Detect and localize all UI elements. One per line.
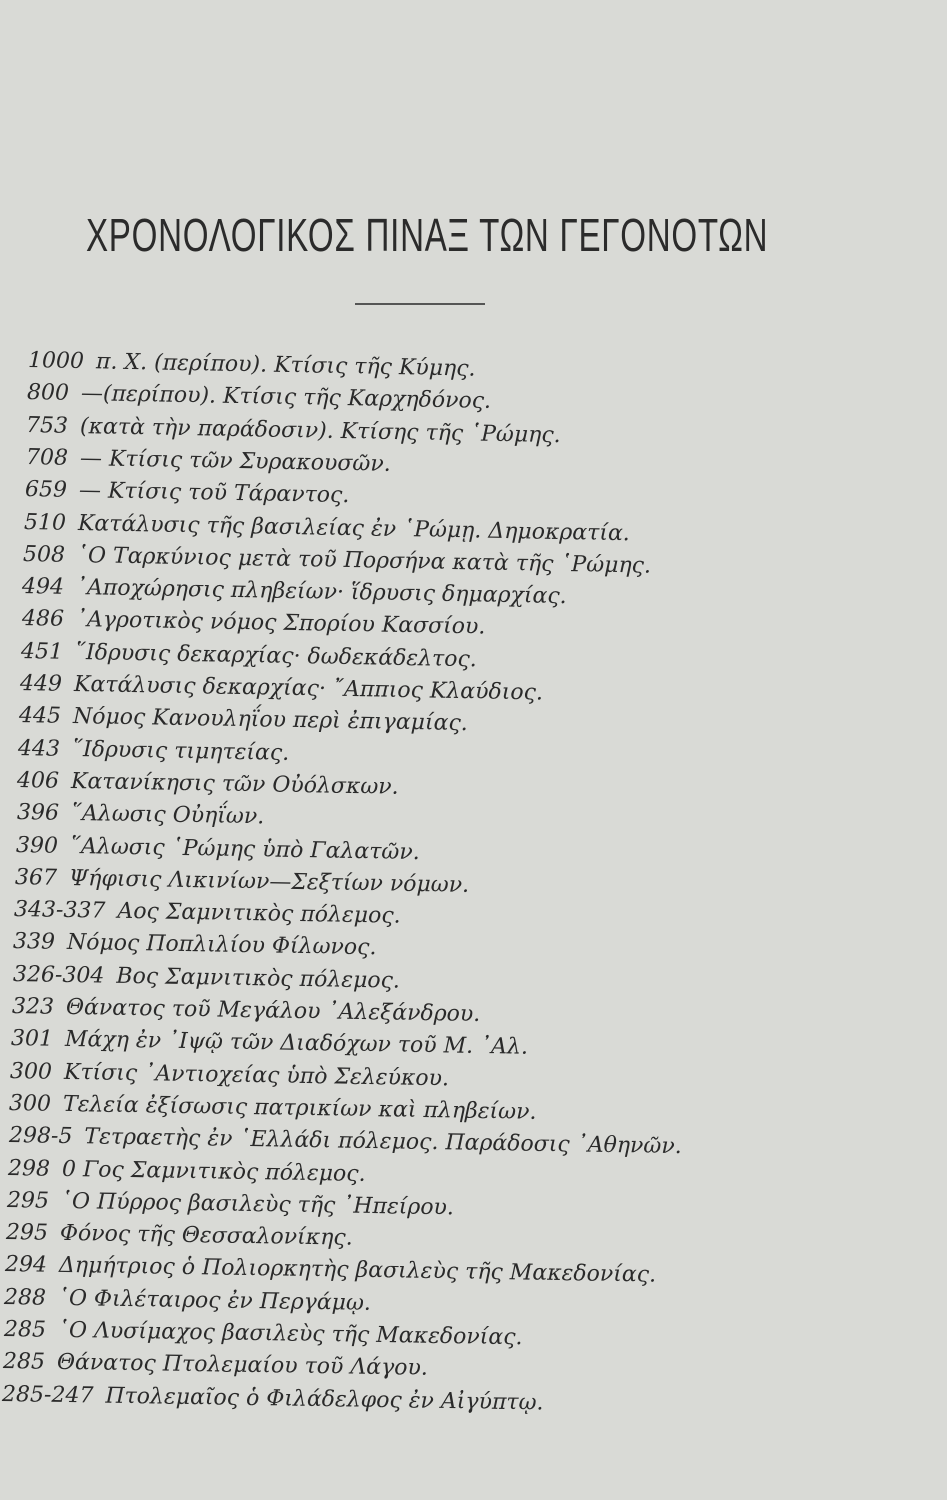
list-item bbox=[2, 1380, 544, 1419]
entry-year: 285-247 bbox=[1, 1381, 94, 1409]
list-item bbox=[27, 378, 492, 417]
entry-year: 486 bbox=[21, 606, 64, 633]
entry-year: 298-5 bbox=[8, 1123, 73, 1150]
entry-text: Δημήτριος ὁ Πολιορκητὴς βασιλεὺς τῆς Μακεδονίας. bbox=[59, 1253, 657, 1288]
entry-text: Νόμος Ποπλιλίου Φίλωνος. bbox=[67, 930, 378, 961]
entry-text: Κατανίκησις τῶν Οὐόλσκων. bbox=[71, 768, 400, 800]
entry-text: Νόμος Κανουληΐου περὶ ἐπιγαμίας. bbox=[72, 704, 469, 737]
entry-year: 339 bbox=[13, 929, 56, 956]
entry-year: 494 bbox=[22, 574, 65, 600]
entry-year: 301 bbox=[10, 1026, 54, 1053]
entry-text: ῞Αλωσις ῾Ρώμης ὑπὸ Γαλατῶν. bbox=[69, 833, 420, 865]
entry-year: 300 bbox=[9, 1058, 53, 1085]
list-item bbox=[4, 1283, 371, 1319]
entry-year: 443 bbox=[18, 735, 61, 762]
entry-year: 295 bbox=[6, 1187, 50, 1214]
list-item bbox=[25, 443, 390, 480]
entry-text: Ψήφισις Λικινίων—Σεξτίων νόμων. bbox=[68, 865, 470, 898]
entry-year: 288 bbox=[4, 1284, 47, 1311]
list-item bbox=[20, 637, 476, 675]
list-item bbox=[10, 1057, 449, 1094]
list-item bbox=[12, 960, 399, 997]
entry-year: 800 bbox=[26, 380, 70, 407]
page-title: ΧΡΟΝΟΛΟΓΙΚΟΣ ΠΙΝΑΞ ΤΩΝ ΓΕΓΟΝΟΤΩΝ bbox=[86, 209, 769, 261]
entry-text: — Κτίσις τοῦ Τάραντος. bbox=[78, 478, 350, 509]
entry-year: 508 bbox=[22, 541, 66, 568]
entry-text: ῞Ιδρυσις δεκαρχίας· δωδεκάδελτος. bbox=[74, 639, 477, 672]
entry-text: 0 Γος Σαμνιτικὸς πόλεμος. bbox=[61, 1156, 366, 1187]
entry-year: 753 bbox=[26, 412, 69, 439]
entry-text: ᾿Αποχώρησις πληβείων· ἵδρυσις δημαρχίας. bbox=[76, 575, 568, 610]
entry-year: 285 bbox=[2, 1349, 46, 1375]
entry-text: ῞Αλωσις Οὐηΐων. bbox=[70, 801, 265, 830]
entry-text: Τετραετὴς ἐν ῾Ελλάδι πόλεμος. Παράδοσις ᾿Αθηνῶν. bbox=[83, 1124, 682, 1160]
entry-year: 323 bbox=[11, 994, 54, 1020]
list-item bbox=[16, 831, 420, 868]
entry-text: ῾Ο Φιλέταιρος ἐν Περγάμῳ. bbox=[58, 1285, 372, 1316]
list-item bbox=[14, 895, 401, 932]
entry-text: (κατὰ τὴν παράδοσιν). Κτίσης τῆς ῾Ρώμης. bbox=[80, 413, 562, 448]
entry-year: 298 bbox=[7, 1155, 50, 1182]
list-item bbox=[19, 701, 468, 739]
entry-year: 367 bbox=[14, 864, 58, 891]
entry-text: — Κτίσις τῶν Συρακουσῶν. bbox=[79, 445, 391, 477]
entry-text: Κατάλυσις δεκαρχίας· ῎Αππιος Κλαύδιος. bbox=[73, 671, 544, 706]
list-item bbox=[15, 863, 470, 901]
entry-year: 390 bbox=[15, 832, 59, 859]
entry-year: 1000 bbox=[27, 348, 85, 375]
entry-text: π. Χ. (περίπου). Κτίσις τῆς Κύμης. bbox=[95, 349, 476, 382]
entry-year: 451 bbox=[20, 638, 63, 665]
entry-text: Θάνατος Πτολεμαίου τοῦ Λάγου. bbox=[56, 1350, 428, 1382]
entry-text: Θάνατος τοῦ Μεγάλου ᾿Αλεξάνδρου. bbox=[65, 994, 481, 1028]
entry-text: —(περίπου). Κτίσις τῆς Καρχηδόνος. bbox=[80, 381, 492, 415]
entry-text: Τελεία ἐξίσωσις πατρικίων καὶ πληβείων. bbox=[63, 1091, 537, 1125]
entry-text: ᾿Αγροτικὸς νόμος Σπορίου Κασσίου. bbox=[75, 607, 486, 640]
entry-text: ῾Ο Πύρρος βασιλεὺς τῆς ᾿Ηπείρου. bbox=[60, 1188, 454, 1221]
list-item bbox=[16, 798, 264, 832]
entry-year: 326-304 bbox=[12, 961, 105, 989]
entry-text: ῞Ιδρυσις τιμητείας. bbox=[72, 736, 290, 766]
entry-year: 445 bbox=[18, 703, 62, 730]
list-item bbox=[7, 1154, 365, 1190]
list-item bbox=[6, 1218, 353, 1254]
title-divider bbox=[355, 303, 485, 305]
entry-text: ῾Ο Ταρκύνιος μετὰ τοῦ Πορσήνα κατὰ τῆς ῾Ρώμης. bbox=[76, 542, 652, 579]
entry-year: 294 bbox=[5, 1252, 48, 1279]
entry-year: 396 bbox=[16, 800, 59, 826]
entry-year: 295 bbox=[5, 1220, 49, 1246]
entry-year: 659 bbox=[24, 477, 67, 503]
entry-text: Κτίσις ᾿Αντιοχείας ὑπὸ Σελεύκου. bbox=[63, 1059, 450, 1091]
entry-year: 708 bbox=[25, 444, 68, 471]
entry-text: Φόνος τῆς Θεσσαλονίκης. bbox=[59, 1220, 353, 1251]
entry-text: Βος Σαμνιτικὸς πόλεμος. bbox=[115, 963, 400, 994]
list-item bbox=[18, 734, 290, 769]
list-item bbox=[3, 1347, 428, 1384]
entry-year: 300 bbox=[9, 1090, 52, 1117]
entry-year: 406 bbox=[17, 767, 60, 794]
list-item bbox=[7, 1186, 454, 1223]
entry-text: ῾Ο Λυσίμαχος βασιλεὺς τῆς Μακεδονίας. bbox=[57, 1317, 523, 1351]
list-item bbox=[21, 604, 485, 642]
entry-text: Κατάλυσις τῆς βασιλείας ἐν ῾Ρώμῃ. Δημοκρατία. bbox=[77, 510, 630, 546]
entry-year: 449 bbox=[19, 671, 63, 697]
entry-year: 510 bbox=[23, 509, 67, 536]
entry-year: 343-337 bbox=[13, 897, 106, 924]
entry-year: 285 bbox=[3, 1317, 46, 1343]
list-item bbox=[11, 1024, 528, 1063]
list-item bbox=[24, 475, 349, 511]
entry-text: Μάχη ἐν ᾿Ιψῷ τῶν Διαδόχων τοῦ Μ. ᾿Αλ. bbox=[64, 1027, 529, 1061]
entry-text: Πτολεμαῖος ὁ Φιλάδελφος ἐν Αἰγύπτῳ. bbox=[105, 1383, 544, 1416]
list-item bbox=[13, 927, 377, 963]
entry-text: Αος Σαμνιτικὸς πόλεμος. bbox=[117, 898, 402, 929]
list-item bbox=[17, 766, 399, 803]
